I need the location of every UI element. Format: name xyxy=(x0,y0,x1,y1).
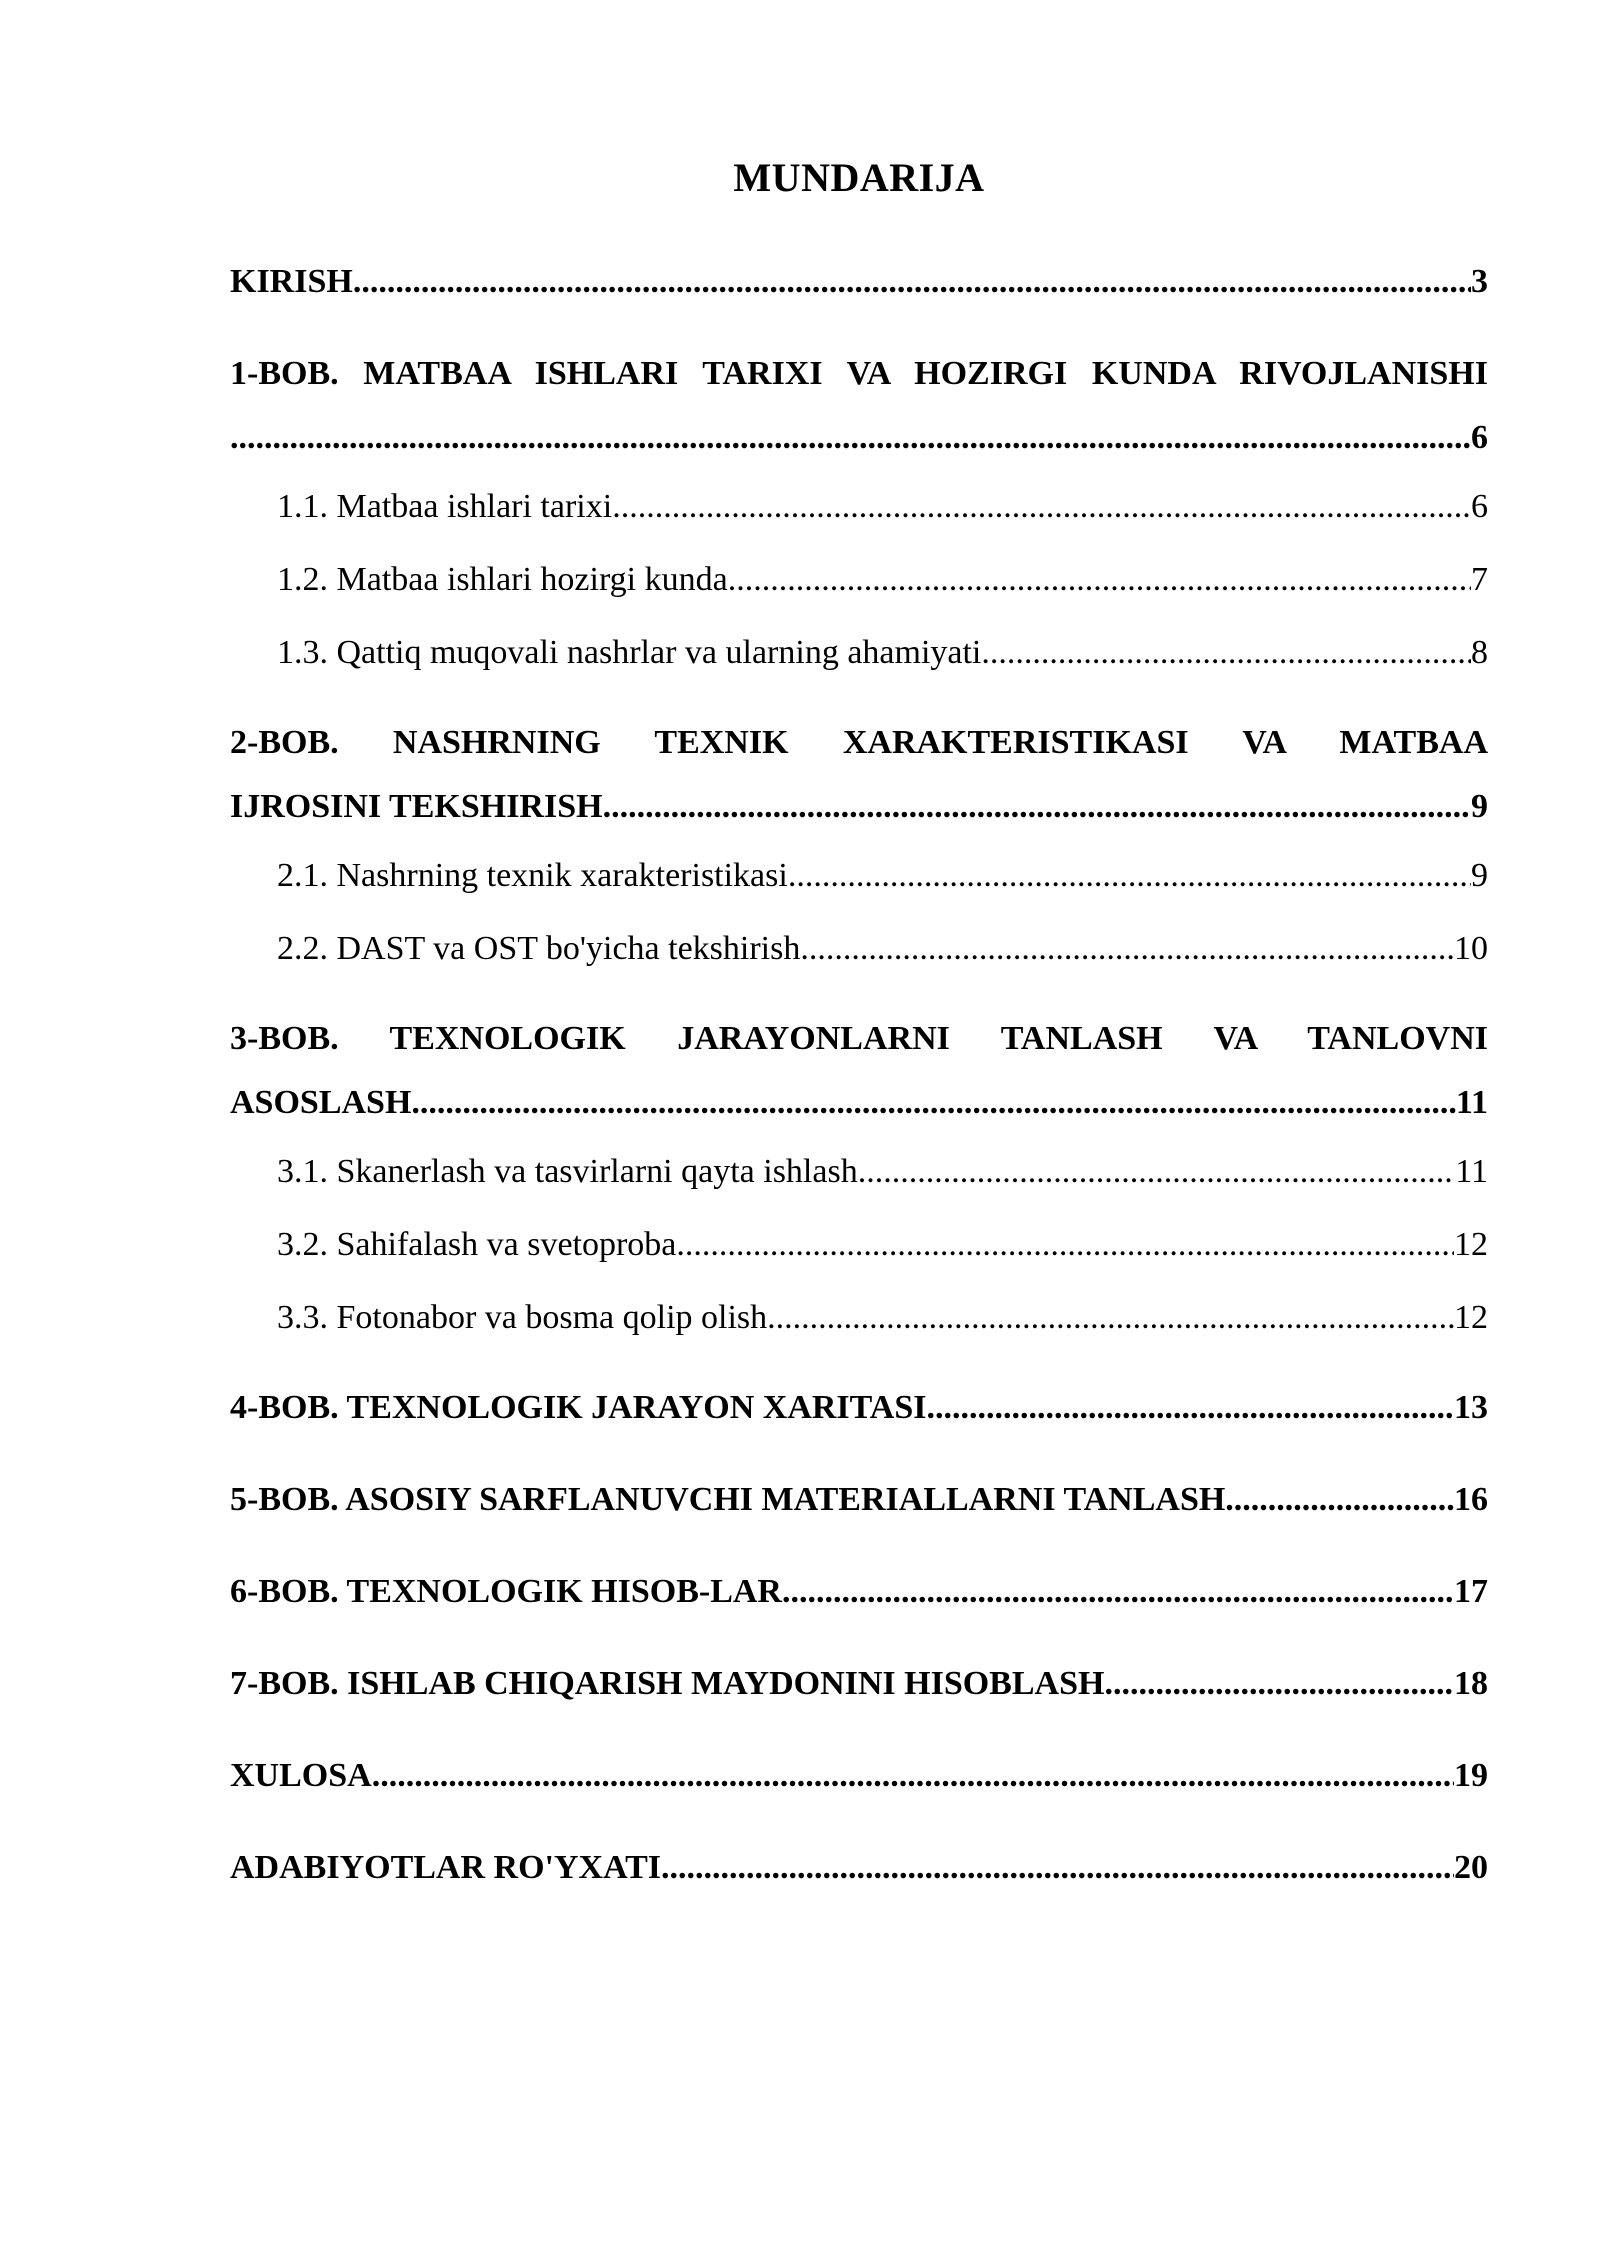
dot-leader xyxy=(411,1071,1455,1135)
toc-page-number: 17 xyxy=(1454,1573,1488,1610)
toc-subentry-2-2[interactable] xyxy=(230,912,1488,985)
toc-entry-adabiyotlar[interactable] xyxy=(230,1836,1488,1900)
toc-entry-title-line2: ASOSLASH xyxy=(230,1084,412,1121)
toc-subentry-1-1[interactable] xyxy=(230,470,1488,543)
toc-entry-bob4[interactable] xyxy=(230,1376,1488,1440)
toc-subentry-title: 3.1. Skanerlash va tasvirlarni qayta ishlash xyxy=(277,1153,858,1190)
toc-page-number: 20 xyxy=(1454,1849,1488,1886)
toc-entry-title-line2: IJROSINI TEKSHIRISH xyxy=(230,788,603,825)
dot-leader xyxy=(612,470,1471,543)
dot-leader xyxy=(767,1281,1454,1354)
dot-leader xyxy=(981,616,1471,689)
toc-page-number: 11 xyxy=(1455,1153,1488,1190)
dot-leader xyxy=(927,1376,1454,1440)
toc-subentry-title: 1.1. Matbaa ishlari tarixi xyxy=(277,488,613,525)
dot-leader xyxy=(661,1836,1454,1900)
dot-leader xyxy=(1104,1652,1454,1716)
toc-entry-title: KIRISH xyxy=(230,263,353,300)
dot-leader xyxy=(858,1135,1456,1208)
dot-leader xyxy=(372,1744,1454,1808)
toc-entry-title-line1: 1-BOB. MATBAA ISHLARI TARIXI VA HOZIRGI KUNDA RIVOJLANISHI xyxy=(230,355,1488,392)
toc-entry-title: 5-BOB. ASOSIY SARFLANUVCHI MATERIALLARNI TANLASH xyxy=(230,1481,1226,1518)
dot-leader xyxy=(230,406,1471,470)
toc-page-number: 6 xyxy=(1471,488,1488,525)
toc-subentry-title: 1.3. Qattiq muqovali nashrlar va ularning ahamiyati xyxy=(277,634,982,671)
toc-entry-bob6[interactable] xyxy=(230,1560,1488,1624)
toc-subentry-title: 2.1. Nashrning texnik xarakteristikasi xyxy=(277,857,788,894)
toc-page-number: 13 xyxy=(1454,1389,1488,1426)
toc-page-number: 16 xyxy=(1454,1481,1488,1518)
toc-page-number: 11 xyxy=(1455,1084,1488,1121)
toc-entry-title-line1: 2-BOB. NASHRNING TEXNIK XARAKTERISTIKASI VA MATBAA xyxy=(230,724,1488,761)
toc-entry-bob3[interactable] xyxy=(230,1007,1488,1135)
toc-subentry-3-3[interactable] xyxy=(230,1281,1488,1354)
toc-subentry-title: 3.3. Fotonabor va bosma qolip olish xyxy=(277,1299,768,1336)
toc-page-number: 19 xyxy=(1454,1757,1488,1794)
toc-entry-title: ADABIYOTLAR RO'YXATI xyxy=(230,1849,662,1886)
toc-entry-bob2[interactable] xyxy=(230,711,1488,839)
toc-subentry-1-2[interactable] xyxy=(230,543,1488,616)
toc-subentry-1-3[interactable] xyxy=(230,616,1488,689)
toc-page-number: 9 xyxy=(1471,857,1488,894)
dot-leader xyxy=(1225,1468,1454,1532)
toc-page-number: 6 xyxy=(1471,419,1488,456)
toc-entry-title: 6-BOB. TEXNOLOGIK HISOB-LAR xyxy=(230,1573,782,1610)
dot-leader xyxy=(782,1560,1454,1624)
toc-page-number: 7 xyxy=(1471,561,1488,598)
toc-page-number: 10 xyxy=(1454,930,1488,967)
dot-leader xyxy=(800,912,1454,985)
toc-entry-bob1[interactable] xyxy=(230,342,1488,470)
toc-subentry-3-2[interactable] xyxy=(230,1208,1488,1281)
toc-subentry-2-1[interactable] xyxy=(230,839,1488,912)
toc-page-number: 3 xyxy=(1471,263,1488,300)
toc-entry-bob5[interactable] xyxy=(230,1468,1488,1532)
dot-leader xyxy=(676,1208,1454,1281)
toc-page-number: 12 xyxy=(1454,1226,1488,1263)
document-page xyxy=(230,0,1488,2262)
toc-page-number: 12 xyxy=(1454,1299,1488,1336)
dot-leader xyxy=(353,250,1471,314)
toc-subentry-title: 3.2. Sahifalash va svetoproba xyxy=(277,1226,677,1263)
toc-page-number: 8 xyxy=(1471,634,1488,671)
toc-entry-title: XULOSA xyxy=(230,1757,372,1794)
toc-subentry-title: 1.2. Matbaa ishlari hozirgi kunda xyxy=(277,561,728,598)
dot-leader xyxy=(603,775,1471,839)
toc-entry-bob7[interactable] xyxy=(230,1652,1488,1716)
toc-subentry-3-1[interactable] xyxy=(230,1135,1488,1208)
page-title: MUNDARIJA xyxy=(733,155,985,200)
toc-page-number: 9 xyxy=(1471,788,1488,825)
toc-entry-kirish[interactable] xyxy=(230,250,1488,314)
dot-leader xyxy=(788,839,1471,912)
toc-entry-title: 7-BOB. ISHLAB CHIQARISH MAYDONINI HISOBLASH xyxy=(230,1665,1105,1702)
table-of-contents xyxy=(230,250,1488,1900)
toc-entry-title: 4-BOB. TEXNOLOGIK JARAYON XARITASI xyxy=(230,1389,927,1426)
toc-page-number: 18 xyxy=(1454,1665,1488,1702)
toc-subentry-title: 2.2. DAST va OST bo'yicha tekshirish xyxy=(277,930,801,967)
toc-entry-title-line1: 3-BOB. TEXNOLOGIK JARAYONLARNI TANLASH VA TANLOVNI xyxy=(230,1020,1488,1057)
toc-entry-xulosa[interactable] xyxy=(230,1744,1488,1808)
dot-leader xyxy=(728,543,1471,616)
